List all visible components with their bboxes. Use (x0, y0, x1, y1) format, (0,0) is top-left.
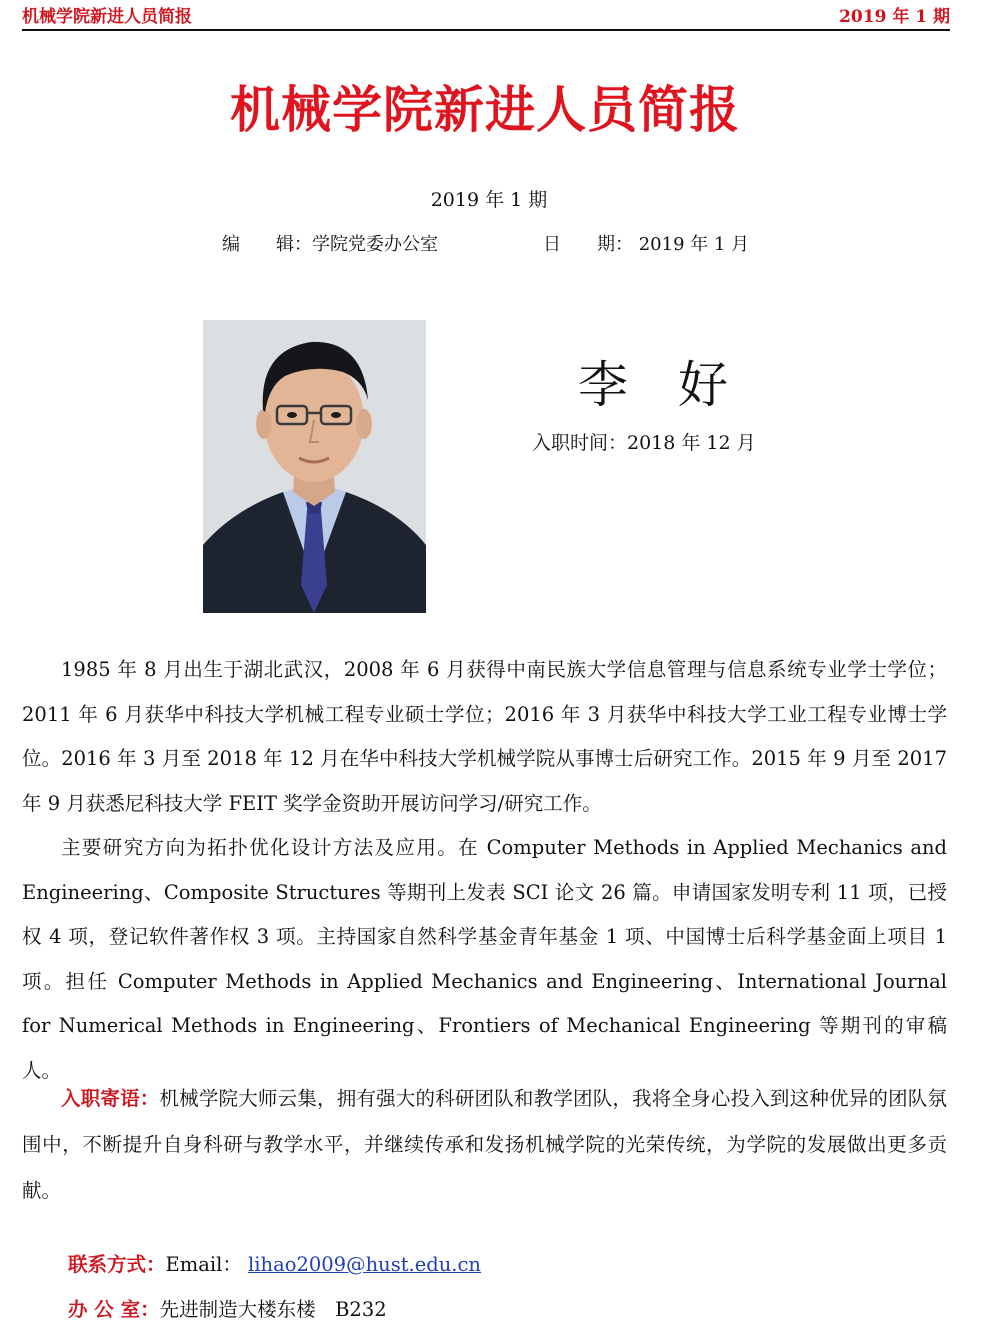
office-label: 办 公 室： (68, 1298, 160, 1321)
email-prefix: Email： (165, 1253, 242, 1276)
office-location: 先进制造大楼东楼 B232 (159, 1298, 387, 1321)
research-paragraph: 主要研究方向为拓扑优化设计方法及应用。在 Computer Methods in Applied Mechanics and Engineering、Composite Structures 等期刊上发表 SCI 论文 26 篇。申请国家发明专利 11 项，已授权 4 项，登记软件著作权 3 项。主持国家自然科学基金青年基金 1 项、中国博士后科学基金面上项目 1 项。担任 Computer Methods in Applied Mechanics and Engineering、International Journal for Numerical Methods in Engineering、Frontiers of Mechanical Engineering 等期刊的审稿人。 (22, 836, 947, 1082)
page-title: 机械学院新进人员简报 (230, 80, 740, 139)
contact-line (68, 1249, 481, 1277)
issue-number: 2019 年 1 期 (430, 189, 548, 211)
message-text: 机械学院大师云集，拥有强大的科研团队和教学团队，我将全身心投入到这种优异的团队氛围中，不断提升自身科研与教学水平，并继续传承和发扬机械学院的光荣传统，为学院的发展做出更多贡献。 (22, 1087, 947, 1202)
message-label: 入职寄语： (61, 1087, 160, 1110)
join-date: 入职时间：2018 年 12 月 (532, 432, 756, 454)
header-divider (22, 29, 950, 31)
running-header-title: 机械学院新进人员简报 (22, 7, 192, 27)
biography-paragraph: 1985 年 8 月出生于湖北武汉，2008 年 6 月获得中南民族大学信息管理与信息系统专业学士学位；2011 年 6 月获华中科技大学机械工程专业硕士学位；2016 年 3 月获华中科技大学工业工程专业博士学位。2016 年 3 月至 2018 年 12 月在华中科技大学机械学院从事博士后研究工作。2015 年 9 月至 2017 年 9 月获悉尼科技大学 FEIT 奖学金资助开展访问学习/研究工作。 (22, 658, 947, 815)
running-header-issue: 2019 年 1 期 (839, 7, 950, 27)
email-link[interactable]: lihao2009@hust.edu.cn (248, 1253, 481, 1276)
person-name: 李 好 (578, 356, 728, 414)
date-line: 日 期： 2019 年 1 月 (543, 234, 750, 255)
portrait-photo (203, 320, 426, 613)
office-line (68, 1294, 387, 1322)
contact-label: 联系方式： (68, 1253, 166, 1276)
message-paragraph (22, 1076, 947, 1214)
editor-line: 编 辑：学院党委办公室 (222, 234, 438, 255)
